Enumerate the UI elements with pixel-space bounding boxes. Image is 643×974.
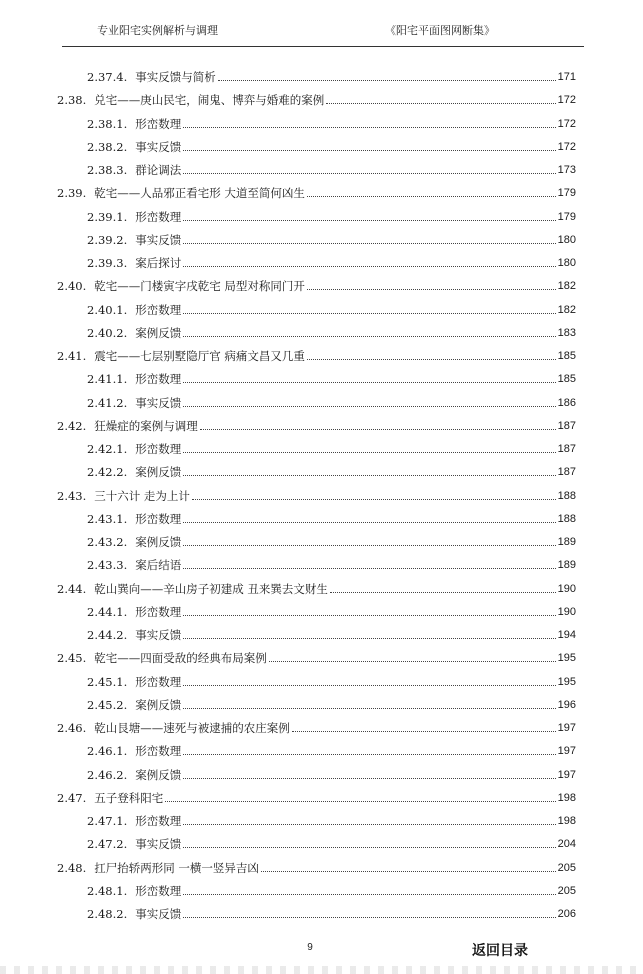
toc-entry-title: 形峦数理 bbox=[135, 674, 182, 689]
toc-entry-number: 2.39.3. bbox=[87, 256, 128, 270]
toc-entry-page: 205 bbox=[557, 884, 576, 897]
toc-subsection-entry[interactable] bbox=[87, 880, 576, 898]
toc-section-entry[interactable] bbox=[57, 787, 576, 805]
toc-entry-title: 形峦数理 bbox=[135, 442, 182, 456]
header-book-title: 专业阳宅实例解析与调理 bbox=[97, 24, 218, 37]
toc-entry-title: 案例反馈 bbox=[135, 465, 182, 480]
toc-section-entry[interactable] bbox=[57, 717, 576, 735]
toc-entry-number: 2.38.2. bbox=[87, 139, 128, 154]
toc-entry-number: 2.46.2. bbox=[87, 767, 128, 782]
toc-dot-leader bbox=[307, 289, 556, 290]
toc-subsection-entry[interactable] bbox=[87, 624, 576, 642]
toc-subsection-entry[interactable] bbox=[87, 508, 576, 526]
toc-entry-title: 形峦数理 bbox=[135, 372, 182, 387]
toc-entry-title: 形峦数理 bbox=[135, 302, 182, 317]
toc-entry-number: 2.48. bbox=[57, 860, 87, 875]
toc-entry-number: 2.46.1. bbox=[87, 744, 128, 759]
toc-entry-page: 188 bbox=[557, 512, 576, 525]
toc-entry-page: 182 bbox=[557, 303, 576, 316]
toc-subsection-entry[interactable] bbox=[87, 229, 576, 247]
toc-entry-page: 187 bbox=[557, 466, 576, 479]
page-number: 9 bbox=[307, 942, 313, 953]
toc-dot-leader bbox=[183, 173, 555, 174]
toc-dot-leader bbox=[218, 80, 556, 81]
header-collection-title: 《阳宅平面图网断集》 bbox=[385, 24, 495, 37]
toc-entry-title: 案后探讨 bbox=[135, 256, 182, 270]
toc-entry-number: 2.38.3. bbox=[87, 163, 128, 177]
toc-dot-leader bbox=[183, 150, 555, 151]
toc-subsection-entry[interactable] bbox=[87, 694, 576, 712]
toc-entry-page: 198 bbox=[557, 791, 576, 804]
toc-dot-leader bbox=[183, 894, 555, 895]
toc-entry-page: 172 bbox=[557, 117, 576, 130]
toc-entry-number: 2.43.2. bbox=[87, 535, 128, 549]
toc-entry-title: 乾山艮塘——速死与被逮捕的农庄案例 bbox=[94, 721, 290, 735]
toc-entry-title: 乾宅——人品邪正看宅形 大道至简何凶生 bbox=[94, 186, 305, 201]
toc-section-entry[interactable] bbox=[57, 89, 576, 107]
toc-entry-title: 形峦数理 bbox=[135, 814, 182, 828]
toc-entry-number: 2.45.2. bbox=[87, 697, 128, 712]
toc-entry-number: 2.44. bbox=[57, 581, 87, 596]
toc-entry-title: 事实反馈 bbox=[135, 628, 182, 642]
toc-subsection-entry[interactable] bbox=[87, 601, 576, 619]
toc-entry-title: 事实反馈 bbox=[135, 232, 182, 247]
toc-section-entry[interactable] bbox=[57, 275, 576, 293]
toc-dot-leader bbox=[292, 731, 556, 732]
toc-entry-title: 案例反馈 bbox=[135, 325, 182, 340]
toc-entry-page: 179 bbox=[557, 187, 576, 200]
toc-entry-number: 2.43.3. bbox=[87, 558, 128, 573]
toc-subsection-entry[interactable] bbox=[87, 252, 576, 270]
toc-dot-leader bbox=[183, 615, 555, 616]
toc-subsection-entry[interactable] bbox=[87, 159, 576, 177]
toc-entry-title: 兑宅——庚山民宅，闹鬼、博弈与婚难的案例 bbox=[94, 93, 325, 108]
toc-subsection-entry[interactable] bbox=[87, 554, 576, 572]
toc-entry-title: 形峦数理 bbox=[135, 511, 182, 526]
toc-entry-page: 196 bbox=[557, 698, 576, 711]
toc-entry-page: 198 bbox=[557, 815, 576, 827]
toc-entry-number: 2.38.1. bbox=[87, 116, 128, 131]
toc-entry-title: 乾宅——门楼寅字戌乾宅 局型对称同门开 bbox=[94, 279, 305, 294]
toc-entry-page: 185 bbox=[557, 350, 576, 362]
toc-dot-leader bbox=[183, 778, 555, 779]
toc-entry-page: 204 bbox=[557, 838, 576, 851]
toc-entry-page: 185 bbox=[557, 373, 576, 386]
toc-entry-number: 2.41. bbox=[57, 349, 87, 363]
toc-entry-number: 2.41.2. bbox=[87, 395, 128, 410]
toc-entry-title: 形峦数理 bbox=[135, 116, 182, 131]
toc-dot-leader bbox=[183, 568, 555, 569]
toc-subsection-entry[interactable] bbox=[87, 438, 576, 456]
toc-entry-number: 2.43.1. bbox=[87, 511, 128, 526]
toc-entry-number: 2.48.2. bbox=[87, 907, 128, 921]
return-to-contents-link[interactable]: 返回目录 bbox=[472, 943, 528, 959]
toc-entry-page: 180 bbox=[557, 233, 576, 246]
toc-entry-number: 2.47.2. bbox=[87, 837, 128, 852]
toc-dot-leader bbox=[307, 359, 556, 360]
toc-entry-page: 183 bbox=[557, 326, 576, 339]
toc-entry-title: 形峦数理 bbox=[135, 744, 182, 759]
toc-section-entry[interactable] bbox=[57, 182, 576, 200]
toc-entry-page: 197 bbox=[557, 745, 576, 758]
toc-section-entry[interactable] bbox=[57, 857, 576, 875]
toc-entry-title: 群论调法 bbox=[135, 163, 182, 177]
toc-subsection-entry[interactable] bbox=[87, 113, 576, 131]
toc-dot-leader bbox=[261, 871, 556, 872]
toc-entry-page: 173 bbox=[557, 164, 576, 176]
toc-entry-title: 乾山巽向——辛山房子初建成 丑来巽去文财生 bbox=[94, 581, 328, 596]
toc-entry-title: 形峦数理 bbox=[135, 883, 182, 898]
toc-subsection-entry[interactable] bbox=[87, 461, 576, 479]
toc-entry-title: 五子登科阳宅 bbox=[94, 790, 164, 805]
toc-subsection-entry[interactable] bbox=[87, 322, 576, 340]
toc-entry-number: 2.40.1. bbox=[87, 302, 128, 317]
toc-entry-title: 形峦数理 bbox=[135, 604, 182, 619]
toc-dot-leader bbox=[183, 545, 555, 546]
toc-entry-page: 182 bbox=[557, 280, 576, 293]
toc-dot-leader bbox=[165, 801, 555, 802]
toc-entry-page: 180 bbox=[557, 257, 576, 269]
toc-entry-number: 2.45. bbox=[57, 651, 87, 666]
toc-entry-page: 172 bbox=[557, 94, 576, 107]
toc-entry-page: 194 bbox=[557, 629, 576, 641]
toc-entry-number: 2.39.2. bbox=[87, 232, 128, 247]
toc-subsection-entry[interactable] bbox=[87, 740, 576, 758]
toc-section-entry[interactable] bbox=[57, 485, 576, 503]
toc-entry-number: 2.42.1. bbox=[87, 442, 128, 456]
toc-dot-leader bbox=[183, 220, 555, 221]
toc-subsection-entry[interactable] bbox=[87, 206, 576, 224]
toc-entry-number: 2.42.2. bbox=[87, 465, 128, 480]
toc-entry-page: 187 bbox=[557, 443, 576, 455]
toc-dot-leader bbox=[183, 685, 555, 686]
toc-dot-leader bbox=[183, 382, 555, 383]
toc-entry-page: 172 bbox=[557, 140, 576, 153]
toc-subsection-entry[interactable] bbox=[87, 66, 576, 84]
header-divider bbox=[62, 46, 584, 47]
toc-entry-page: 197 bbox=[557, 722, 576, 734]
toc-entry-title: 乾宅——四面受敌的经典布局案例 bbox=[94, 651, 267, 666]
toc-dot-leader bbox=[183, 824, 555, 825]
toc-dot-leader bbox=[183, 127, 555, 128]
toc-entry-number: 2.47.1. bbox=[87, 814, 128, 828]
toc-entry-title: 事实反馈 bbox=[135, 139, 182, 154]
toc-dot-leader bbox=[183, 243, 555, 244]
toc-dot-leader bbox=[183, 754, 555, 755]
toc-entry-page: 195 bbox=[557, 652, 576, 665]
toc-entry-number: 2.44.2. bbox=[87, 628, 128, 642]
toc-entry-number: 2.40. bbox=[57, 279, 87, 294]
toc-section-entry[interactable] bbox=[57, 415, 576, 433]
toc-dot-leader bbox=[183, 313, 555, 314]
toc-entry-page: 190 bbox=[557, 605, 576, 618]
toc-dot-leader bbox=[326, 103, 555, 104]
toc-entry-title: 形峦数理 bbox=[135, 209, 182, 224]
toc-entry-page: 187 bbox=[557, 419, 576, 432]
toc-entry-title: 事实反馈 bbox=[135, 907, 182, 921]
toc-dot-leader bbox=[183, 708, 555, 709]
toc-entry-page: 188 bbox=[557, 489, 576, 502]
toc-entry-title: 震宅——七层别墅隐厅官 病痛文昌又几重 bbox=[94, 349, 305, 363]
toc-entry-title: 三十六计 走为上计 bbox=[94, 488, 190, 503]
toc-entry-number: 2.46. bbox=[57, 721, 87, 735]
toc-subsection-entry[interactable] bbox=[87, 392, 576, 410]
toc-entry-title: 案后结语 bbox=[135, 558, 182, 573]
toc-entry-page: 197 bbox=[557, 768, 576, 781]
toc-entry-page: 195 bbox=[557, 675, 576, 688]
toc-section-entry[interactable] bbox=[57, 345, 576, 363]
toc-dot-leader bbox=[183, 522, 555, 523]
toc-entry-number: 2.41.1. bbox=[87, 372, 128, 387]
toc-entry-page: 205 bbox=[557, 861, 576, 874]
toc-entry-number: 2.45.1. bbox=[87, 674, 128, 689]
toc-subsection-entry[interactable] bbox=[87, 810, 576, 828]
toc-entry-number: 2.48.1. bbox=[87, 883, 128, 898]
toc-entry-number: 2.39.1. bbox=[87, 209, 128, 224]
toc-dot-leader bbox=[192, 499, 556, 500]
toc-entry-title: 案例反馈 bbox=[135, 535, 182, 549]
toc-entry-page: 189 bbox=[557, 559, 576, 572]
toc-dot-leader bbox=[183, 638, 555, 639]
toc-entry-page: 171 bbox=[557, 71, 576, 83]
toc-dot-leader bbox=[183, 406, 555, 407]
toc-dot-leader bbox=[330, 592, 556, 593]
toc-dot-leader bbox=[183, 336, 555, 337]
toc-subsection-entry[interactable] bbox=[87, 368, 576, 386]
toc-dot-leader bbox=[200, 429, 556, 430]
toc-dot-leader bbox=[183, 266, 555, 267]
toc-entry-number: 2.39. bbox=[57, 186, 87, 201]
toc-subsection-entry[interactable] bbox=[87, 764, 576, 782]
toc-dot-leader bbox=[183, 475, 555, 476]
toc-dot-leader bbox=[183, 917, 555, 918]
toc-entry-page: 206 bbox=[557, 908, 576, 920]
toc-entry-title: 扛尸抬轿两形同 一横一竖异吉凶 bbox=[94, 860, 259, 875]
toc-subsection-entry[interactable] bbox=[87, 903, 576, 921]
toc-entry-title: 事实反馈与简析 bbox=[135, 70, 216, 84]
toc-dot-leader bbox=[269, 661, 556, 662]
toc-entry-number: 2.40.2. bbox=[87, 325, 128, 340]
toc-entry-number: 2.43. bbox=[57, 488, 87, 503]
toc-dot-leader bbox=[183, 847, 555, 848]
toc-entry-number: 2.37.4. bbox=[87, 70, 128, 84]
bottom-edge-artifact bbox=[0, 966, 643, 974]
toc-entry-page: 186 bbox=[557, 396, 576, 409]
toc-entry-title: 狂燥症的案例与调理 bbox=[94, 418, 198, 433]
toc-subsection-entry[interactable] bbox=[87, 671, 576, 689]
toc-entry-page: 179 bbox=[557, 210, 576, 223]
toc-entry-number: 2.38. bbox=[57, 93, 87, 108]
toc-subsection-entry[interactable] bbox=[87, 136, 576, 154]
toc-entry-number: 2.44.1. bbox=[87, 604, 128, 619]
toc-subsection-entry[interactable] bbox=[87, 531, 576, 549]
toc-entry-page: 190 bbox=[557, 582, 576, 595]
toc-subsection-entry[interactable] bbox=[87, 299, 576, 317]
toc-entry-number: 2.47. bbox=[57, 790, 87, 805]
toc-section-entry[interactable] bbox=[57, 578, 576, 596]
toc-dot-leader bbox=[183, 452, 555, 453]
toc-section-entry[interactable] bbox=[57, 647, 576, 665]
toc-entry-title: 案例反馈 bbox=[135, 697, 182, 712]
toc-entry-number: 2.42. bbox=[57, 418, 87, 433]
toc-dot-leader bbox=[307, 196, 556, 197]
toc-entry-title: 案例反馈 bbox=[135, 767, 182, 782]
toc-entry-title: 事实反馈 bbox=[135, 837, 182, 852]
toc-subsection-entry[interactable] bbox=[87, 833, 576, 851]
page-header bbox=[0, 22, 643, 42]
toc-entry-page: 189 bbox=[557, 536, 576, 548]
toc-entry-title: 事实反馈 bbox=[135, 395, 182, 410]
